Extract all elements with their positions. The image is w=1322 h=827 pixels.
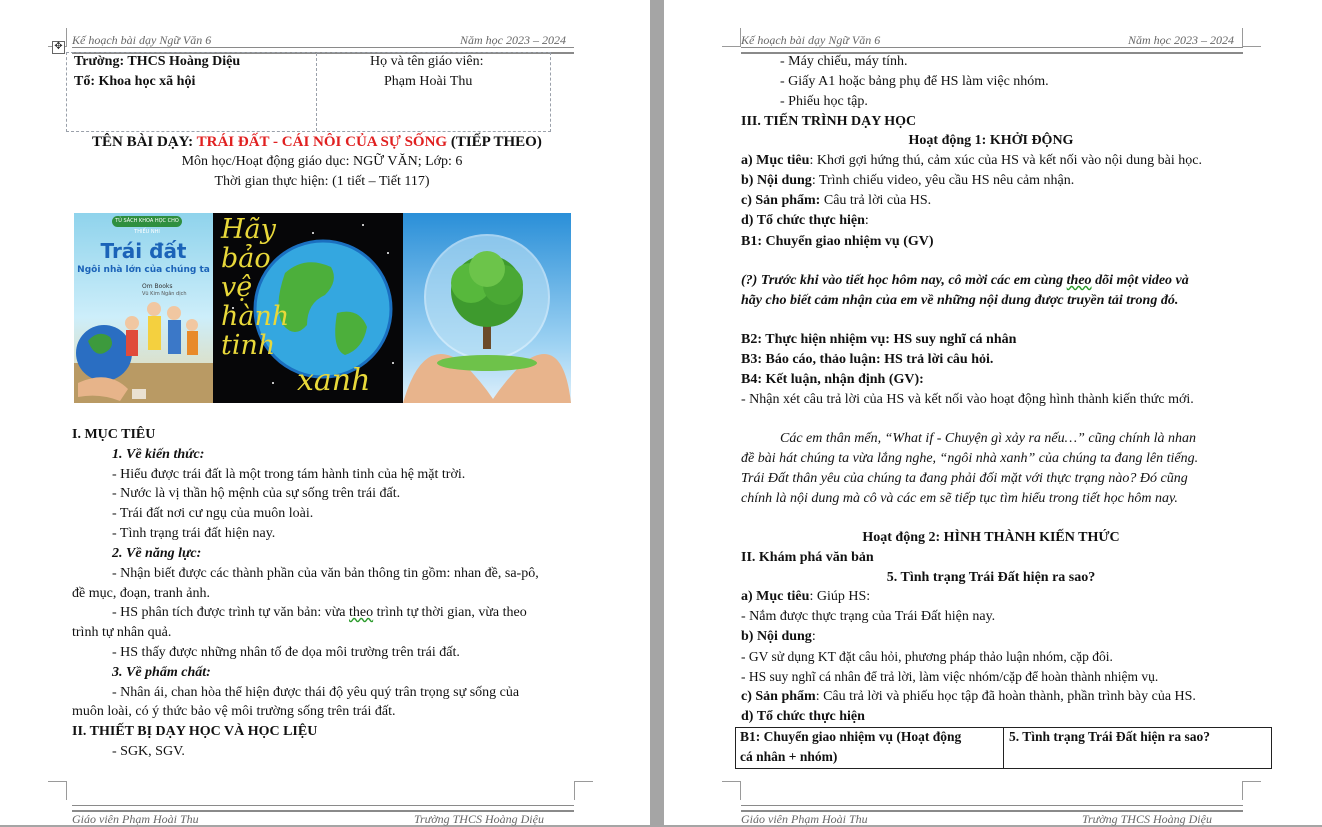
globe-tree-illustration (403, 213, 571, 403)
knowledge-item: - Nước là vị thần hộ mệnh của sự sống trên trái đất. (112, 486, 401, 501)
crop-mark (574, 781, 593, 800)
text-run: (?) Trước khi vào tiết học hôm nay, cô mời các em cùng (741, 273, 1067, 288)
knowledge-item: - Tình trạng trái đất hiện nay. (112, 526, 276, 541)
book-translator: Vũ Kim Ngân dịch (142, 291, 187, 297)
knowledge-heading: 1. Về kiến thức: (112, 447, 205, 462)
art-word: hành (221, 301, 290, 332)
header-left: Kế hoạch bài dạy Ngữ Văn 6 (72, 33, 212, 47)
label: a) Mục tiêu (741, 153, 810, 168)
school-group: Tổ: Khoa học xã hội (74, 74, 196, 89)
footer-left: Giáo viên Phạm Hoài Thu (741, 812, 868, 826)
teacher-name: Phạm Hoài Thu (384, 74, 473, 89)
header-right: Năm học 2023 – 2024 (1128, 33, 1234, 47)
subsection-5: 5. Tình trạng Trái Đất hiện ra sao? (886, 570, 1096, 585)
page-gutter (650, 0, 664, 825)
footer-right: Trường THCS Hoàng Diệu (1082, 812, 1212, 826)
teacher-label: Họ và tên giáo viên: (370, 54, 484, 69)
art-word: tinh (221, 330, 276, 361)
table-move-handle-icon[interactable]: ✥ (52, 41, 65, 54)
label: b) Nội dung (741, 173, 812, 188)
label: a) Mục tiêu (741, 589, 810, 604)
activity-2-content-item: - HS suy nghĩ cá nhân để trả lời, làm việc nhóm/cặp để hoàn thành nhiệm vụ. (741, 669, 1159, 684)
section-objectives: I. MỤC TIÊU (72, 427, 156, 442)
task-table-cell: B1: Chuyển giao nhiệm vụ (Hoạt động (740, 729, 962, 744)
equipment-item: - Máy chiếu, máy tính. (780, 54, 908, 69)
section-equipment: II. THIẾT BỊ DẠY HỌC VÀ HỌC LIỆU (72, 724, 318, 739)
book-cover-image (74, 213, 213, 403)
text-run: dõi một video và (1091, 273, 1189, 288)
document-page-right (664, 0, 1322, 825)
art-word: bảo (221, 243, 271, 274)
lesson-title-suffix: (TIẾP THEO) (447, 134, 542, 150)
activity-1-objective (741, 152, 1202, 170)
activity-1-product (741, 192, 931, 210)
activity-1-title: Hoạt động 1: KHỞI ĐỘNG (908, 133, 1074, 148)
quality-item: - Nhân ái, chan hòa thể hiện được thái độ yêu quý trân trọng sự sống của (112, 685, 520, 700)
footer-right: Trường THCS Hoàng Diệu (414, 812, 544, 826)
text-run: : Giúp HS: (809, 589, 871, 604)
step-b3: B3: Báo cáo, thảo luận: HS trả lời câu hỏi. (741, 352, 994, 367)
lesson-title (92, 133, 542, 151)
label: c) Sản phẩm: (741, 193, 821, 208)
art-word: xanh (297, 363, 371, 398)
section-process: III. TIẾN TRÌNH DẠY HỌC (741, 114, 917, 129)
protect-earth-artwork (213, 213, 403, 403)
header-left: Kế hoạch bài dạy Ngữ Văn 6 (741, 33, 881, 47)
lesson-time: Thời gian thực hiện: (1 tiết – Tiết 117) (214, 174, 430, 189)
activity-2-organization: d) Tổ chức thực hiện (741, 709, 865, 724)
task-table-cell: 5. Tình trạng Trái Đất hiện ra sao? (1009, 729, 1211, 744)
step-b4-text: - Nhận xét câu trả lời của HS và kết nối vào hoạt động hình thành kiến thức mới. (741, 392, 1194, 407)
book-series-badge: TỦ SÁCH KHOA HỌC CHO THIẾU NHI (112, 216, 182, 227)
crop-mark (1242, 28, 1261, 47)
knowledge-item: - Trái đất nơi cư ngụ của muôn loài. (112, 506, 314, 521)
competence-item-cont: trình tự nhân quả. (72, 625, 172, 640)
lesson-subject: Môn học/Hoạt động giáo dục: NGỮ VĂN; Lớp: 6 (181, 154, 463, 169)
text-run: trình tự thời gian, vừa theo (373, 605, 527, 620)
book-illustration (74, 213, 213, 403)
activity-2-product (741, 688, 1196, 706)
quality-heading: 3. Về phẩm chất: (112, 665, 211, 680)
competence-item: - Nhận biết được các thành phần của văn bản thông tin gồm: nhan đề, sa-pô, (112, 566, 539, 581)
activity-2-content (741, 628, 816, 646)
question-line: hãy cho biết cảm nhận của em về những nội dung được truyền tải trong đó. (741, 293, 1179, 308)
lesson-title-name: TRÁI ĐẤT - CÁI NÔI CỦA SỰ SỐNG (196, 134, 448, 150)
competence-heading: 2. Về năng lực: (112, 546, 202, 561)
text-run: : Trình chiếu video, yêu cầu HS nêu cảm nhận. (811, 173, 1075, 188)
crop-mark (1242, 781, 1261, 800)
artwork-handwriting (221, 215, 289, 360)
text-run: - HS phân tích được trình tự văn bản: vừa (112, 605, 350, 620)
activity-2-objective-item: - Nắm được thực trạng của Trái Đất hiện nay. (741, 609, 996, 624)
activity-2-content-item: - GV sử dụng KT đặt câu hỏi, phương pháp thảo luận nhóm, cặp đôi. (741, 649, 1113, 664)
question-line (741, 272, 1189, 290)
text-run: Câu trả lời của HS. (820, 193, 932, 208)
footer-rule (741, 805, 1243, 812)
step-b4: B4: Kết luận, nhận định (GV): (741, 372, 924, 387)
section-explore-text: II. Khám phá văn bản (741, 550, 874, 565)
activity-2-objective (741, 588, 870, 606)
crop-mark (722, 28, 741, 47)
label: c) Sản phẩm (741, 689, 816, 704)
intro-paragraph: Các em thân mến, “What if - Chuyện gì xảy ra nếu…” cũng chính là nhan (780, 431, 1197, 446)
knowledge-item: - Hiểu được trái đất là một trong tám hành tinh của hệ mặt trời. (112, 467, 466, 482)
competence-item: - HS thấy được những nhân tố đe dọa môi trường trên trái đất. (112, 645, 460, 660)
competence-item (112, 604, 527, 622)
text-run: : Câu trả lời và phiếu học tập đã hoàn thành, phần trình bày của HS. (815, 689, 1196, 704)
label: b) Nội dung (741, 629, 812, 644)
book-title: Trái đất (100, 239, 187, 263)
intro-paragraph: Trái Đất thân yêu của chúng ta đang phải đối mặt với thực trạng nào? Đó cũng (741, 471, 1188, 486)
footer-rule (72, 805, 574, 812)
crop-mark (48, 781, 67, 800)
hands-globe-tree-image (403, 213, 571, 403)
book-publisher: Om Books (142, 283, 173, 290)
equipment-item: - SGK, SGV. (112, 744, 185, 759)
intro-paragraph: đề bài hát chúng ta vừa lắng nghe, “ngôi nhà xanh” của chúng ta đang lên tiếng. (741, 451, 1199, 466)
document-page-left (0, 0, 650, 825)
activity-1-organization (741, 212, 869, 230)
intro-paragraph: chính là nội dung mà cô và các em sẽ tiếp tục tìm hiểu trong tiết học hôm nay. (741, 491, 1178, 506)
footer-left: Giáo viên Phạm Hoài Thu (72, 812, 199, 826)
lesson-title-prefix: TÊN BÀI DẠY: (92, 134, 197, 150)
book-subtitle: Ngôi nhà lớn của chúng ta (77, 265, 210, 275)
activity-2-title: Hoạt động 2: HÌNH THÀNH KIẾN THỨC (862, 530, 1120, 545)
text-run-flagged: theo (349, 605, 374, 620)
label: d) Tổ chức thực hiện (741, 213, 865, 228)
task-table-cell: cá nhân + nhóm) (740, 749, 838, 764)
quality-item-cont: muôn loài, có ý thức bảo vệ môi trường sống trên trái đất. (72, 704, 396, 719)
step-b1: B1: Chuyển giao nhiệm vụ (GV) (741, 234, 934, 249)
competence-item-cont: đề mục, đoạn, tranh ảnh. (72, 586, 211, 601)
equipment-item: - Giấy A1 hoặc bảng phụ để HS làm việc nhóm. (780, 74, 1049, 89)
step-b2: B2: Thực hiện nhiệm vụ: HS suy nghĩ cá nhân (741, 332, 1017, 347)
text-run: : Khơi gợi hứng thú, cảm xúc của HS và kết nối vào nội dung bài học. (809, 153, 1202, 168)
text-run: : (811, 629, 816, 644)
text-run: : (864, 213, 869, 228)
art-word: vệ (221, 272, 253, 303)
school-name: Trường: THCS Hoàng Diệu (74, 54, 241, 69)
header-right: Năm học 2023 – 2024 (460, 33, 566, 47)
crop-mark (722, 781, 741, 800)
art-word: Hãy (221, 214, 276, 245)
equipment-item: - Phiếu học tập. (780, 94, 868, 109)
activity-1-content (741, 172, 1074, 190)
text-run-flagged: theo (1066, 273, 1092, 288)
